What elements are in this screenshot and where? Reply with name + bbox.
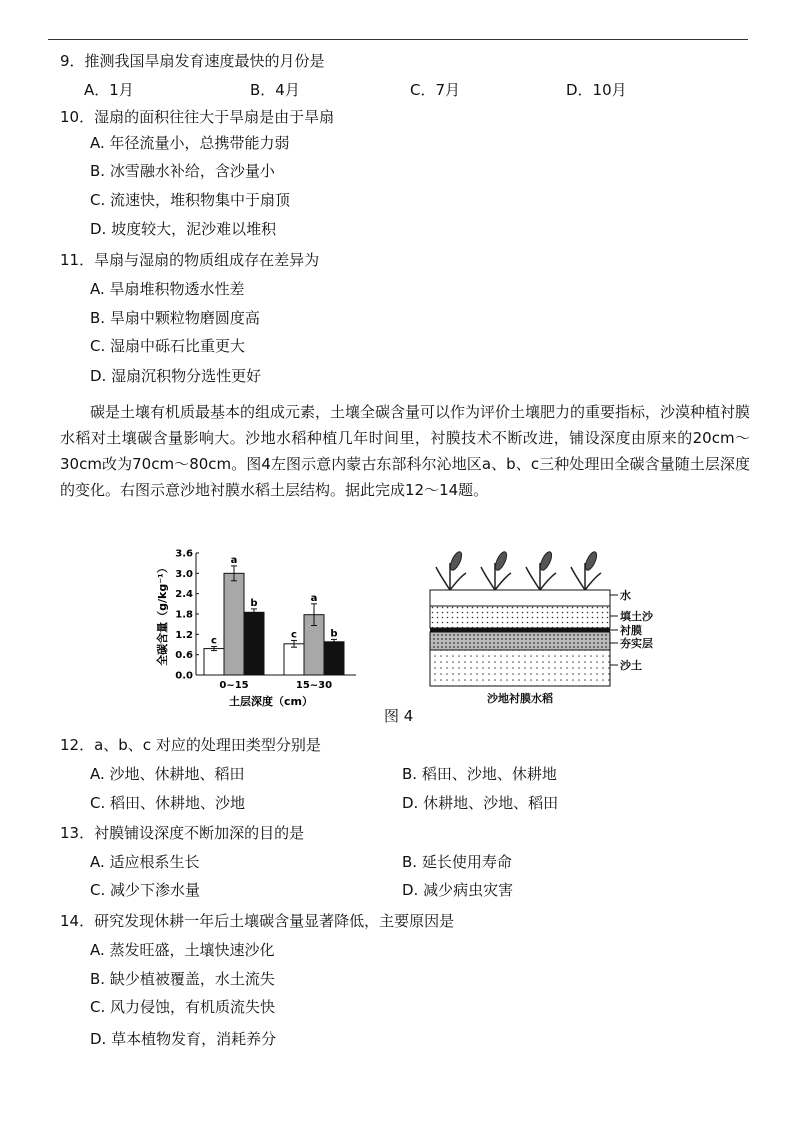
bar-c-1: [284, 644, 304, 675]
bar-label: b: [250, 597, 258, 609]
layer-sandy-soil: [430, 650, 610, 686]
header-rule: [48, 39, 748, 40]
bar-a-0: [224, 573, 244, 675]
q9-option-a[interactable]: A．1月: [84, 81, 134, 99]
q14-option-a[interactable]: A. 蒸发旺盛，土壤快速沙化: [90, 941, 275, 959]
q14-option-c[interactable]: C. 风力侵蚀，有机质流失快: [90, 998, 276, 1016]
q10-option-d[interactable]: D. 坡度较大，泥沙难以堆积: [90, 220, 277, 238]
q9-option-b[interactable]: B．4月: [250, 81, 300, 99]
figure-caption: 图 4: [384, 707, 414, 725]
rice-plant-icon: [436, 550, 601, 590]
layer-liner: [430, 628, 610, 632]
q9-option-c[interactable]: C．7月: [410, 81, 461, 99]
question-11-stem: 11．旱扇与湿扇的物质组成存在差异为: [60, 251, 320, 269]
q11-option-a[interactable]: A. 旱扇堆积物透水性差: [90, 280, 245, 298]
q14-option-b[interactable]: B. 缺少植被覆盖，水土流失: [90, 970, 275, 988]
layer-label-water: 水: [620, 589, 631, 602]
y-tick-label: 0.6: [175, 650, 193, 662]
x-tick-label: 15~30: [295, 680, 333, 691]
y-tick-label: 0.0: [175, 670, 193, 682]
y-axis-label: 全碳含量（g/kg⁻¹）: [156, 562, 169, 666]
diagram-caption: 沙地衬膜水稻: [487, 692, 553, 705]
layer-label-fill-sand: 填土沙: [620, 610, 653, 623]
q13-option-b[interactable]: B. 延长使用寿命: [402, 853, 512, 871]
q12-option-b[interactable]: B. 稻田、沙地、休耕地: [402, 765, 557, 783]
q10-option-b[interactable]: B. 冰雪融水补给，含沙量小: [90, 162, 275, 180]
layer-fill-sand: [430, 606, 610, 628]
q11-option-c[interactable]: C. 湿扇中砾石比重更大: [90, 337, 246, 355]
bar-label: a: [310, 592, 318, 604]
y-tick-label: 1.2: [175, 629, 193, 641]
q10-option-a[interactable]: A. 年径流量小，总携带能力弱: [90, 134, 290, 152]
layer-label-compacted: 夯实层: [620, 637, 653, 650]
layer-label-liner: 衬膜: [620, 624, 642, 637]
q12-option-a[interactable]: A. 沙地、休耕地、稻田: [90, 765, 245, 783]
y-tick-label: 1.8: [175, 609, 193, 621]
layer-water: [430, 590, 610, 606]
question-10-stem: 10．湿扇的面积往往大于旱扇是由于旱扇: [60, 108, 335, 126]
layer-label-sandy-soil: 沙土: [620, 659, 642, 672]
bar-c-0: [204, 649, 224, 675]
x-axis-label: 土层深度（cm）: [229, 695, 313, 708]
passage-text: [60, 399, 750, 503]
bar-b-0: [244, 612, 264, 675]
x-tick-label: 0~15: [219, 680, 249, 691]
y-tick-label: 3.6: [175, 548, 193, 560]
q14-option-d[interactable]: D. 草本植物发育，消耗养分: [90, 1030, 277, 1048]
bar-label: b: [330, 628, 338, 640]
q13-option-c[interactable]: C. 减少下渗水量: [90, 881, 201, 899]
q10-option-c[interactable]: C. 流速快，堆积物集中于扇顶: [90, 191, 291, 209]
question-9-stem: 9．推测我国旱扇发育速度最快的月份是: [60, 52, 325, 70]
question-12-stem: 12．a、b、c 对应的处理田类型分别是: [60, 736, 321, 754]
passage-paragraph: 碳是土壤有机质最基本的组成元素，土壤全碳含量可以作为评价土壤肥力的重要指标，沙漠种植衬膜水稻对土壤碳含量影响大。沙地水稻种植几年时间里，衬膜技术不断改进，铺设深度由原来的20cm～30cm改为70cm～80cm。图4左图示意内蒙古东部科尔沁地区a、b、c三种处理田全碳含量随土层深度的变化。右图示意沙地衬膜水稻土层结构。据此完成12～14题。: [60, 403, 751, 499]
carbon-bar-chart: [150, 545, 360, 710]
question-13-stem: 13．衬膜铺设深度不断加深的目的是: [60, 824, 305, 842]
bar-label: a: [230, 554, 238, 566]
q12-option-d[interactable]: D. 休耕地、沙地、稻田: [402, 794, 559, 812]
question-14-stem: 14．研究发现休耕一年后土壤碳含量显著降低，主要原因是: [60, 912, 455, 930]
q9-option-d[interactable]: D．10月: [566, 81, 627, 99]
layer-compacted: [430, 632, 610, 650]
y-tick-label: 3.0: [175, 568, 193, 580]
q11-option-b[interactable]: B. 旱扇中颗粒物磨圆度高: [90, 309, 260, 327]
q13-option-a[interactable]: A. 适应根系生长: [90, 853, 200, 871]
bar-b-1: [324, 642, 344, 675]
soil-layer-diagram: [420, 545, 670, 705]
bar-label: c: [291, 629, 297, 641]
q12-option-c[interactable]: C. 稻田、休耕地、沙地: [90, 794, 246, 812]
q13-option-d[interactable]: D. 减少病虫灾害: [402, 881, 514, 899]
q11-option-d[interactable]: D. 湿扇沉积物分选性更好: [90, 367, 262, 385]
y-tick-label: 2.4: [175, 589, 193, 601]
bar-label: c: [211, 635, 217, 647]
